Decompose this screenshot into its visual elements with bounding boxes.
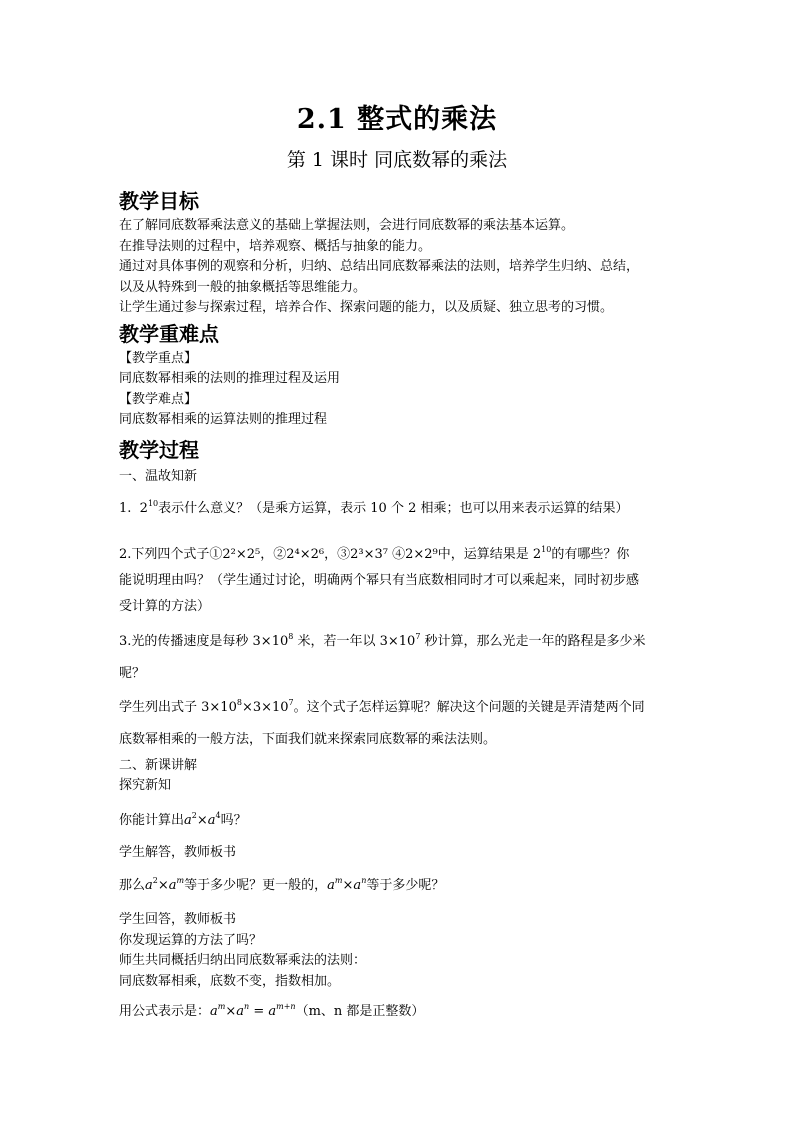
explore-label: 探究新知: [119, 778, 172, 793]
ask-line-1: 你能计算出$a^2\times a^4$吗？: [119, 810, 247, 828]
part-title: 二、新课讲解: [119, 757, 198, 773]
ask-line-2: 那么$a^2\times a^m$等于多少呢？更一般的，$a^m\times a^n$等于多少呢？: [119, 875, 445, 893]
goal-line: 让学生通过参与探索过程，培养合作、探索问题的能力，以及质疑、独立思考的习惯。: [119, 300, 614, 315]
student-expression: 学生列出式子 $3\times 10^8\times 3\times 10^7$。这个式子怎样运算呢？解决这个问题的关键是弄清楚两个同 底数幂相乘的一般方法，下面我们就来探索同底数幂的乘法法则。: [119, 697, 645, 747]
keypoint-label: 【教学难点】: [119, 391, 198, 407]
rule-statement: 同底数幂相乘，底数不变，指数相加。: [119, 973, 341, 989]
formula-line: 用公式表示是：$a^m\times a^n = a^{m+n}(m$、n 都是正整数）: [119, 1002, 425, 1019]
question-1: 1. $2^{10}$表示什么意义？（是乘方运算，表示 10 个 2 相乘；也可以用来表示运算的结果）: [119, 499, 629, 516]
document-body: [119, 186, 679, 1023]
teaching-line: 你发现运算的方法了吗？: [119, 932, 263, 948]
question-3: 3.光的传播速度是每秒 $3\times 10^8$ 米，若一年以 $3\times 10^7$ 秒计算，那么光走一年的路程是多少米 呢？: [119, 631, 646, 681]
part-title: 一、温故知新: [119, 468, 198, 484]
goal-line: 以及从特殊到一般的抽象概括等思维能力。: [119, 279, 367, 295]
question-2: 2.下列四个式子①2²×2⁵，②2⁴×2⁶，③2³×3⁷ ④2×2⁹中，运算结果是 $2^{10}$的有哪些？你 能说明理由吗？（学生通过讨论，明确两个幂只有当底数相同时才可以乘起来，同时初步感 受计算的方法）: [119, 544, 640, 614]
keypoint-label: 【教学重点】: [119, 350, 198, 366]
goal-line: 通过对具体事例的观察和分析，归纳、总结出同底数幂乘法的法则，培养学生归纳、总结，: [119, 259, 640, 274]
page-title: 2.1 整式的乘法: [296, 104, 498, 135]
teaching-line: 师生共同概括归纳出同底数幂乘法的法则：: [119, 953, 367, 968]
keypoint-line: 同底数幂相乘的运算法则的推理过程: [119, 412, 328, 427]
keypoint-line: 同底数幂相乘的法则的推理过程及运用: [119, 371, 341, 386]
heading-keypoints: 教学重难点: [119, 321, 219, 346]
heading-process: 教学过程: [119, 437, 199, 462]
goal-line: 在推导法则的过程中，培养观察、概括与抽象的能力。: [119, 238, 432, 254]
goal-line: 在了解同底数幂乘法意义的基础上掌握法则，会进行同底数幂的乘法基本运算。: [119, 218, 575, 233]
teaching-line: 学生回答，教师板书: [119, 912, 237, 927]
page-subtitle: 第 1 课时 同底数幂的乘法: [286, 149, 508, 171]
heading-goals: 教学目标: [119, 189, 199, 213]
answer-line-1: 学生解答，教师板书: [119, 845, 237, 860]
